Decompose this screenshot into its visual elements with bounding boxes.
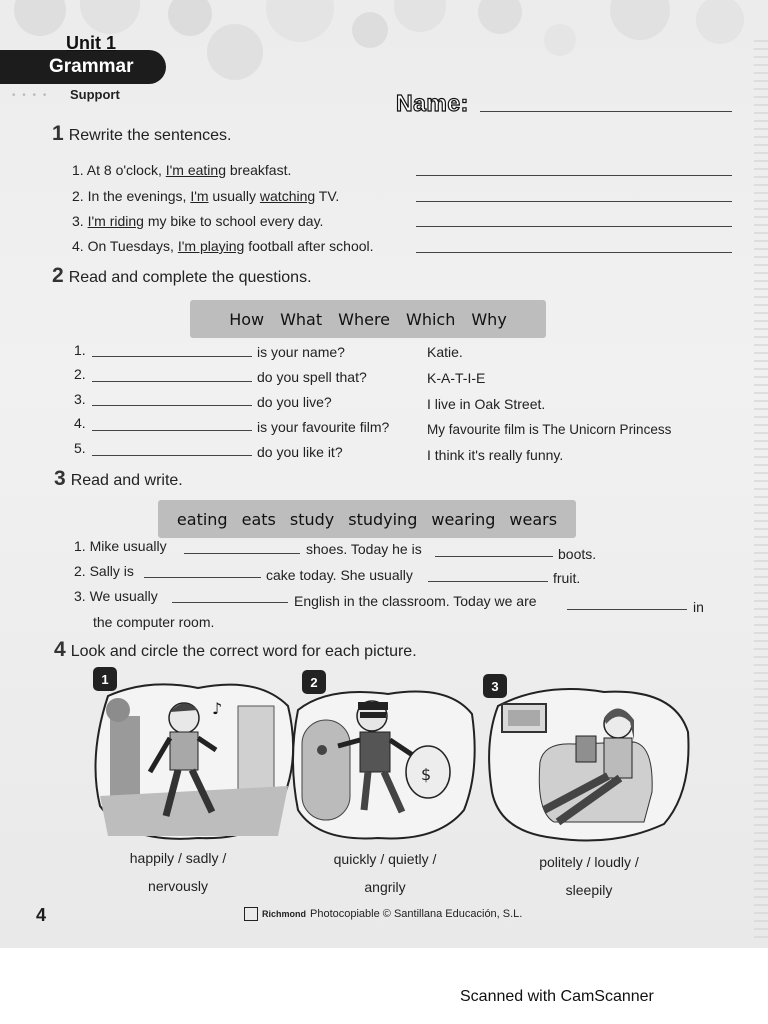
decorative-dots: • • • • bbox=[12, 90, 49, 101]
name-label: Name: bbox=[396, 90, 469, 116]
ex3-line-2-mid: cake today. She usually bbox=[266, 567, 413, 583]
ex2-word-bank bbox=[190, 300, 546, 338]
word-bank-item: What bbox=[280, 309, 323, 329]
picture-1-number: 1 bbox=[93, 667, 117, 691]
ex2-answer-1: Katie. bbox=[427, 344, 463, 360]
ex3-line-1-start: 1. Mike usually bbox=[74, 538, 167, 554]
word-bank-item: How bbox=[229, 309, 265, 329]
ex3-line-2-start: 2. Sally is bbox=[74, 563, 134, 579]
ex3-line-1-end: boots. bbox=[558, 546, 597, 562]
ex2-blank-2[interactable] bbox=[92, 381, 252, 382]
picture-2-number: 2 bbox=[302, 670, 326, 694]
picture-3-options[interactable]: politely / loudly / sleepily bbox=[539, 854, 639, 898]
word-bank-item: studying bbox=[348, 509, 418, 529]
ex3-blank-3a[interactable] bbox=[172, 602, 288, 603]
ex1-answer-line-3[interactable] bbox=[416, 226, 732, 227]
picture-1-boy-singing bbox=[88, 676, 300, 846]
ex3-line-1-mid: shoes. Today he is bbox=[306, 541, 422, 557]
ex3-line-4: the computer room. bbox=[93, 614, 215, 630]
unit-topic: Grammar bbox=[49, 56, 134, 77]
word-bank-item: wears bbox=[509, 509, 558, 529]
ex3-blank-2a[interactable] bbox=[144, 577, 261, 578]
ex2-number-1: 1. bbox=[74, 342, 86, 358]
picture-2-burglar bbox=[288, 680, 480, 845]
footer-credit: Richmond Photocopiable © Santillana Educación, S.L. bbox=[244, 907, 522, 921]
svg-text:♪: ♪ bbox=[212, 699, 223, 718]
ex2-answer-4: My favourite film is The Unicorn Princess bbox=[427, 422, 672, 437]
ex2-number-4: 4. bbox=[74, 415, 86, 431]
ex1-sentence-2: 2. In the evenings, I'm usually watching TV. bbox=[72, 188, 340, 204]
exercise-2-heading: 2 Read and complete the questions. bbox=[52, 264, 312, 287]
exercise-3-heading: 3 Read and write. bbox=[54, 467, 183, 490]
ex3-line-2-end: fruit. bbox=[553, 570, 581, 586]
word-bank-item: wearing bbox=[431, 509, 496, 529]
picture-2-options[interactable]: quickly / quietly / angrily bbox=[333, 851, 437, 895]
ex3-line-3-start: 3. We usually bbox=[74, 588, 158, 604]
ex3-line-3-end: in bbox=[693, 599, 704, 615]
richmond-logo-icon bbox=[244, 907, 258, 921]
word-bank-item: eating bbox=[176, 509, 228, 529]
picture-3-number: 3 bbox=[483, 674, 507, 698]
scanner-watermark: Scanned with CamScanner bbox=[460, 988, 654, 1005]
ex1-sentence-4: 4. On Tuesdays, I'm playing football after school. bbox=[72, 238, 374, 254]
ex2-question-4: is your favourite film? bbox=[257, 419, 390, 435]
ex2-answer-5: I think it's really funny. bbox=[427, 447, 564, 463]
ex1-sentence-3: 3. I'm riding my bike to school every day. bbox=[72, 213, 324, 229]
word-bank-item: study bbox=[289, 509, 335, 529]
ex1-sentence-1: 1. At 8 o'clock, I'm eating breakfast. bbox=[72, 162, 292, 178]
ex2-question-3: do you live? bbox=[257, 394, 332, 410]
ex2-answer-2: K-A-T-I-E bbox=[427, 370, 486, 386]
ex2-question-1: is your name? bbox=[257, 344, 345, 360]
ex1-answer-line-4[interactable] bbox=[416, 252, 732, 253]
ex2-blank-5[interactable] bbox=[92, 455, 252, 456]
picture-1-options[interactable]: happily / sadly / nervously bbox=[129, 850, 227, 894]
ex3-word-bank bbox=[158, 500, 576, 538]
page-number: 4 bbox=[36, 905, 47, 925]
spiral-binding bbox=[754, 40, 768, 940]
ex3-blank-2b[interactable] bbox=[428, 581, 548, 582]
exercise-4-heading: 4 Look and circle the correct word for each picture. bbox=[54, 638, 417, 661]
ex2-blank-3[interactable] bbox=[92, 405, 252, 406]
ex2-blank-1[interactable] bbox=[92, 356, 252, 357]
word-bank-item: eats bbox=[241, 509, 276, 529]
word-bank-item: Which bbox=[406, 309, 456, 329]
ex1-answer-line-1[interactable] bbox=[416, 175, 732, 176]
ex1-answer-line-2[interactable] bbox=[416, 201, 732, 202]
word-bank-item: Why bbox=[471, 309, 507, 329]
level-label: Support bbox=[70, 87, 120, 102]
ex3-blank-1a[interactable] bbox=[184, 553, 300, 554]
ex3-line-3-mid: English in the classroom. Today we are bbox=[294, 593, 537, 609]
money-bag-symbol: $ bbox=[421, 765, 432, 784]
ex2-answer-3: I live in Oak Street. bbox=[427, 396, 546, 412]
ex2-number-2: 2. bbox=[74, 366, 86, 382]
exercise-1-heading: 1 Rewrite the sentences. bbox=[52, 122, 232, 145]
name-field[interactable] bbox=[480, 111, 732, 112]
ex3-blank-3b[interactable] bbox=[567, 609, 687, 610]
ex2-blank-4[interactable] bbox=[92, 430, 252, 431]
word-bank-item: Where bbox=[338, 309, 391, 329]
ex2-question-2: do you spell that? bbox=[257, 369, 367, 385]
ex2-number-3: 3. bbox=[74, 391, 86, 407]
unit-title: Unit 1 bbox=[66, 33, 117, 53]
ex2-number-5: 5. bbox=[74, 440, 86, 456]
picture-3-girl-reading bbox=[484, 682, 692, 847]
ex2-question-5: do you like it? bbox=[257, 444, 343, 460]
ex3-blank-1b[interactable] bbox=[435, 556, 553, 557]
